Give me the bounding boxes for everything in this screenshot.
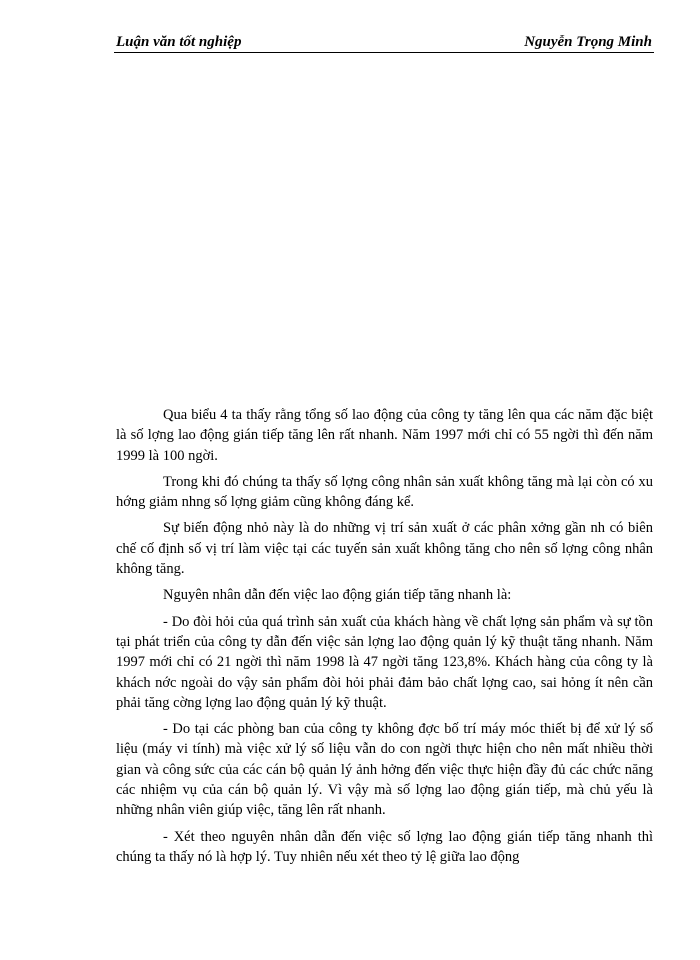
- header-author-name: Nguyễn Trọng Minh: [524, 34, 652, 50]
- paragraph-fixed-positions: Sự biến động nhỏ này là do những vị trí sản xuất ở các phân xởng gần nh có biên chế cố định số vị trí làm việc tại các tuyến sản xuất không tăng cho nên số lợng công nhân không tăng.: [116, 520, 653, 578]
- paragraph-chart-analysis: Qua biểu 4 ta thấy rằng tổng số lao động của công ty tăng lên qua các năm đặc biệt là số lợng lao động gián tiếp tăng lên rất nhanh. Năm 1997 mới chỉ có 55 ngời thì đến năm 1999 là 100 ngời.: [116, 407, 653, 464]
- paragraph-cause-equipment: - Do tại các phòng ban của công ty không đợc bố trí máy móc thiết bị để xử lý số liệu (máy vi tính) mà việc xử lý số liệu vẫn do con ngời thực hiện cho nên mất nhiều thời gian và công sức của các cán bộ quản lý ảnh hởng đến việc thực hiện đầy đủ các chức năng các nhiệm vụ của cán bộ quản lý. Vì vậy mà số lợng lao động gián tiếp, mà chủ yếu là những nhân viên giúp việc, tăng lên rất nhanh.: [116, 721, 653, 819]
- paragraph-cause-quality: - Do đòi hỏi của quá trình sản xuất của khách hàng về chất lợng sản phẩm và sự tồn tại phát triển của công ty dẫn đến việc sản lợng lao động quản lý kỹ thuật tăng nhanh. Năm 1997 mới chỉ có 21 ngời thì năm 1998 là 47 ngời tăng 123,8%. Khách hàng của công ty là khách nớc ngoài do vậy sản phẩm đòi hỏi phải đảm bảo chất lợng cao, sai hỏng ít nên cần phải tăng cờng lợng lao động quản lý kỹ thuật.: [116, 613, 653, 711]
- page-header: [114, 32, 654, 53]
- document-body: [116, 405, 653, 873]
- paragraph-causes-intro: Nguyên nhân dẫn đến việc lao động gián tiếp tăng nhanh là:: [163, 587, 512, 604]
- header-thesis-title: Luận văn tốt nghiệp: [116, 34, 242, 50]
- paragraph-workers-trend: Trong khi đó chúng ta thấy số lợng công nhân sản xuất không tăng mà lại còn có xu hớng giảm nhng số lợng giảm cũng không đáng kể.: [116, 473, 653, 511]
- paragraph-cause-assessment: - Xét theo nguyên nhân dẫn đến việc số lợng lao động gián tiếp tăng nhanh thì chúng ta thấy nó là hợp lý. Tuy nhiên nếu xét theo tỷ lệ giữa lao động: [116, 828, 653, 865]
